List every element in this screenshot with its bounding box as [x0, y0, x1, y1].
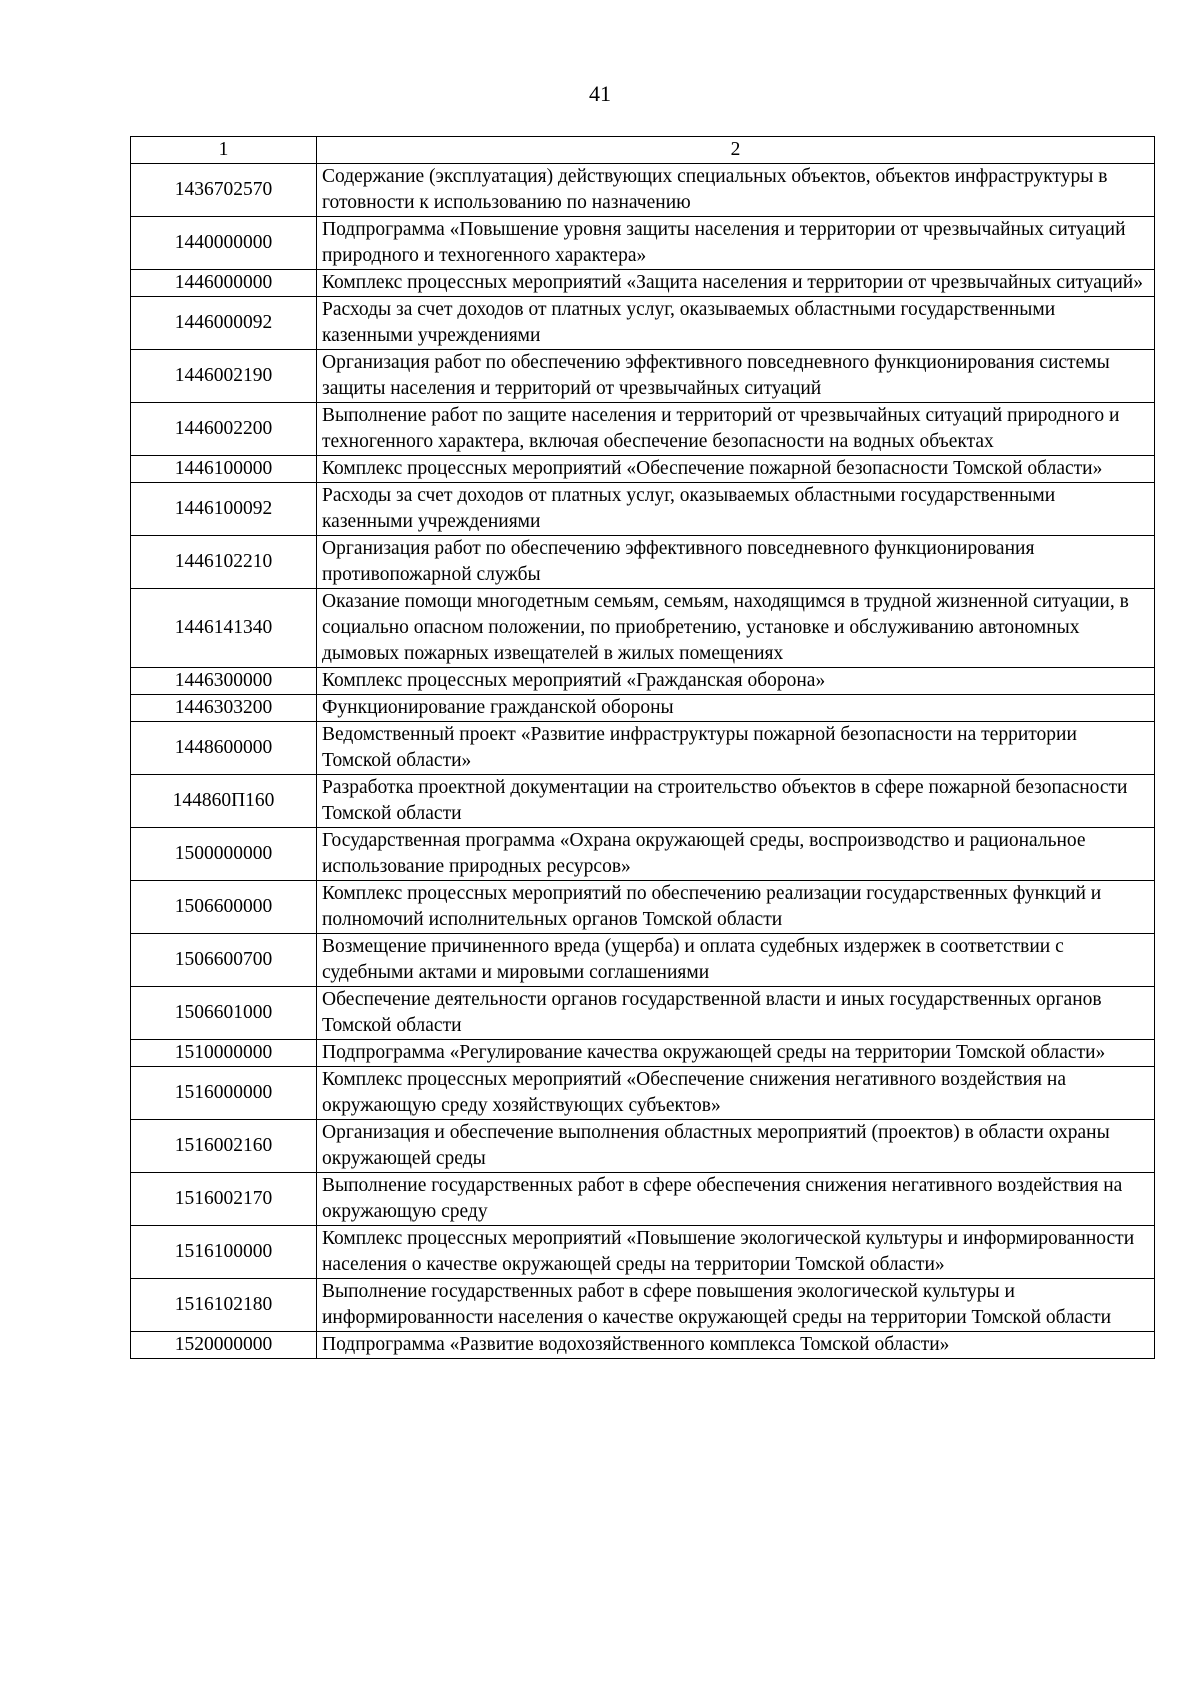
- table-row: [131, 483, 1155, 536]
- table-row: [131, 589, 1155, 668]
- table-row: [131, 403, 1155, 456]
- table-row: [131, 1067, 1155, 1120]
- row-code: 1446100092: [131, 483, 317, 536]
- row-code: 1448600000: [131, 722, 317, 775]
- row-name: Организация работ по обеспечению эффективного повседневного функционирования системы защиты населения и территорий от чрезвычайных ситуаций: [317, 350, 1155, 403]
- row-code: 1446002190: [131, 350, 317, 403]
- row-code: 1506601000: [131, 987, 317, 1040]
- table-row: [131, 1279, 1155, 1332]
- table-row: [131, 1040, 1155, 1067]
- row-name: Комплекс процессных мероприятий «Защита населения и территории от чрезвычайных ситуаций»: [317, 270, 1155, 297]
- table-row: [131, 536, 1155, 589]
- row-code: 1500000000: [131, 828, 317, 881]
- row-code: 1446100000: [131, 456, 317, 483]
- row-name: Подпрограмма «Повышение уровня защиты населения и территории от чрезвычайных ситуаций природного и техногенного характера»: [317, 217, 1155, 270]
- table-row: [131, 881, 1155, 934]
- row-name: Комплекс процессных мероприятий «Обеспечение снижения негативного воздействия на окружающую среду хозяйствующих субъектов»: [317, 1067, 1155, 1120]
- row-name: Разработка проектной документации на строительство объектов в сфере пожарной безопасности Томской области: [317, 775, 1155, 828]
- row-code: 1436702570: [131, 164, 317, 217]
- row-name: Оказание помощи многодетным семьям, семьям, находящимся в трудной жизненной ситуации, в социально опасном положении, по приобретению, установке и обслуживанию автономных дымовых пожарных извещателей в жилых помещениях: [317, 589, 1155, 668]
- row-name: Организация работ по обеспечению эффективного повседневного функционирования противопожарной службы: [317, 536, 1155, 589]
- row-code: 1506600700: [131, 934, 317, 987]
- table-row: [131, 668, 1155, 695]
- row-name: Расходы за счет доходов от платных услуг, оказываемых областными государственными казенными учреждениями: [317, 483, 1155, 536]
- row-code: 1516002170: [131, 1173, 317, 1226]
- table-row: [131, 828, 1155, 881]
- table-row: [131, 695, 1155, 722]
- row-name: Возмещение причиненного вреда (ущерба) и оплата судебных издержек в соответствии с судебными актами и мировыми соглашениями: [317, 934, 1155, 987]
- row-name: Подпрограмма «Развитие водохозяйственного комплекса Томской области»: [317, 1332, 1155, 1359]
- row-code: 1446002200: [131, 403, 317, 456]
- table-row: [131, 722, 1155, 775]
- row-code: 144860П160: [131, 775, 317, 828]
- page-number: 41: [589, 81, 611, 106]
- row-name: Комплекс процессных мероприятий «Обеспечение пожарной безопасности Томской области»: [317, 456, 1155, 483]
- row-code: 1446000092: [131, 297, 317, 350]
- table-row: [131, 987, 1155, 1040]
- row-name: Расходы за счет доходов от платных услуг, оказываемых областными государственными казенными учреждениями: [317, 297, 1155, 350]
- budget-codes-table: [130, 136, 1155, 1359]
- table-row: [131, 164, 1155, 217]
- row-code: 1520000000: [131, 1332, 317, 1359]
- column-header-name: 2: [317, 137, 1155, 164]
- table-row: [131, 270, 1155, 297]
- row-name: Ведомственный проект «Развитие инфраструктуры пожарной безопасности на территории Томской области»: [317, 722, 1155, 775]
- row-name: Обеспечение деятельности органов государственной власти и иных государственных органов Томской области: [317, 987, 1155, 1040]
- table-row: [131, 775, 1155, 828]
- row-code: 1446303200: [131, 695, 317, 722]
- row-code: 1516102180: [131, 1279, 317, 1332]
- row-code: 1446102210: [131, 536, 317, 589]
- table-row: [131, 456, 1155, 483]
- table-row: [131, 934, 1155, 987]
- row-code: 1446141340: [131, 589, 317, 668]
- table-row: [131, 297, 1155, 350]
- table-row: [131, 1120, 1155, 1173]
- table-row: [131, 217, 1155, 270]
- row-name: Комплекс процессных мероприятий по обеспечению реализации государственных функций и полномочий исполнительных органов Томской области: [317, 881, 1155, 934]
- row-code: 1446000000: [131, 270, 317, 297]
- row-code: 1516000000: [131, 1067, 317, 1120]
- table-row: [131, 350, 1155, 403]
- row-name: Функционирование гражданской обороны: [317, 695, 1155, 722]
- table-row: [131, 1173, 1155, 1226]
- column-header-code: 1: [131, 137, 317, 164]
- row-code: 1516100000: [131, 1226, 317, 1279]
- row-name: Выполнение государственных работ в сфере повышения экологической культуры и информированности населения о качестве окружающей среды на территории Томской области: [317, 1279, 1155, 1332]
- row-code: 1446300000: [131, 668, 317, 695]
- table-row: [131, 1332, 1155, 1359]
- row-name: Подпрограмма «Регулирование качества окружающей среды на территории Томской области»: [317, 1040, 1155, 1067]
- row-name: Содержание (эксплуатация) действующих специальных объектов, объектов инфраструктуры в готовности к использованию по назначению: [317, 164, 1155, 217]
- row-code: 1440000000: [131, 217, 317, 270]
- row-name: Организация и обеспечение выполнения областных мероприятий (проектов) в области охраны окружающей среды: [317, 1120, 1155, 1173]
- row-code: 1516002160: [131, 1120, 317, 1173]
- table-header-row: [131, 137, 1155, 164]
- row-code: 1506600000: [131, 881, 317, 934]
- row-name: Комплекс процессных мероприятий «Гражданская оборона»: [317, 668, 1155, 695]
- row-code: 1510000000: [131, 1040, 317, 1067]
- row-name: Комплекс процессных мероприятий «Повышение экологической культуры и информированности населения о качестве окружающей среды на территории Томской области»: [317, 1226, 1155, 1279]
- row-name: Государственная программа «Охрана окружающей среды, воспроизводство и рациональное использование природных ресурсов»: [317, 828, 1155, 881]
- table-row: [131, 1226, 1155, 1279]
- row-name: Выполнение работ по защите населения и территорий от чрезвычайных ситуаций природного и техногенного характера, включая обеспечение безопасности на водных объектах: [317, 403, 1155, 456]
- row-name: Выполнение государственных работ в сфере обеспечения снижения негативного воздействия на окружающую среду: [317, 1173, 1155, 1226]
